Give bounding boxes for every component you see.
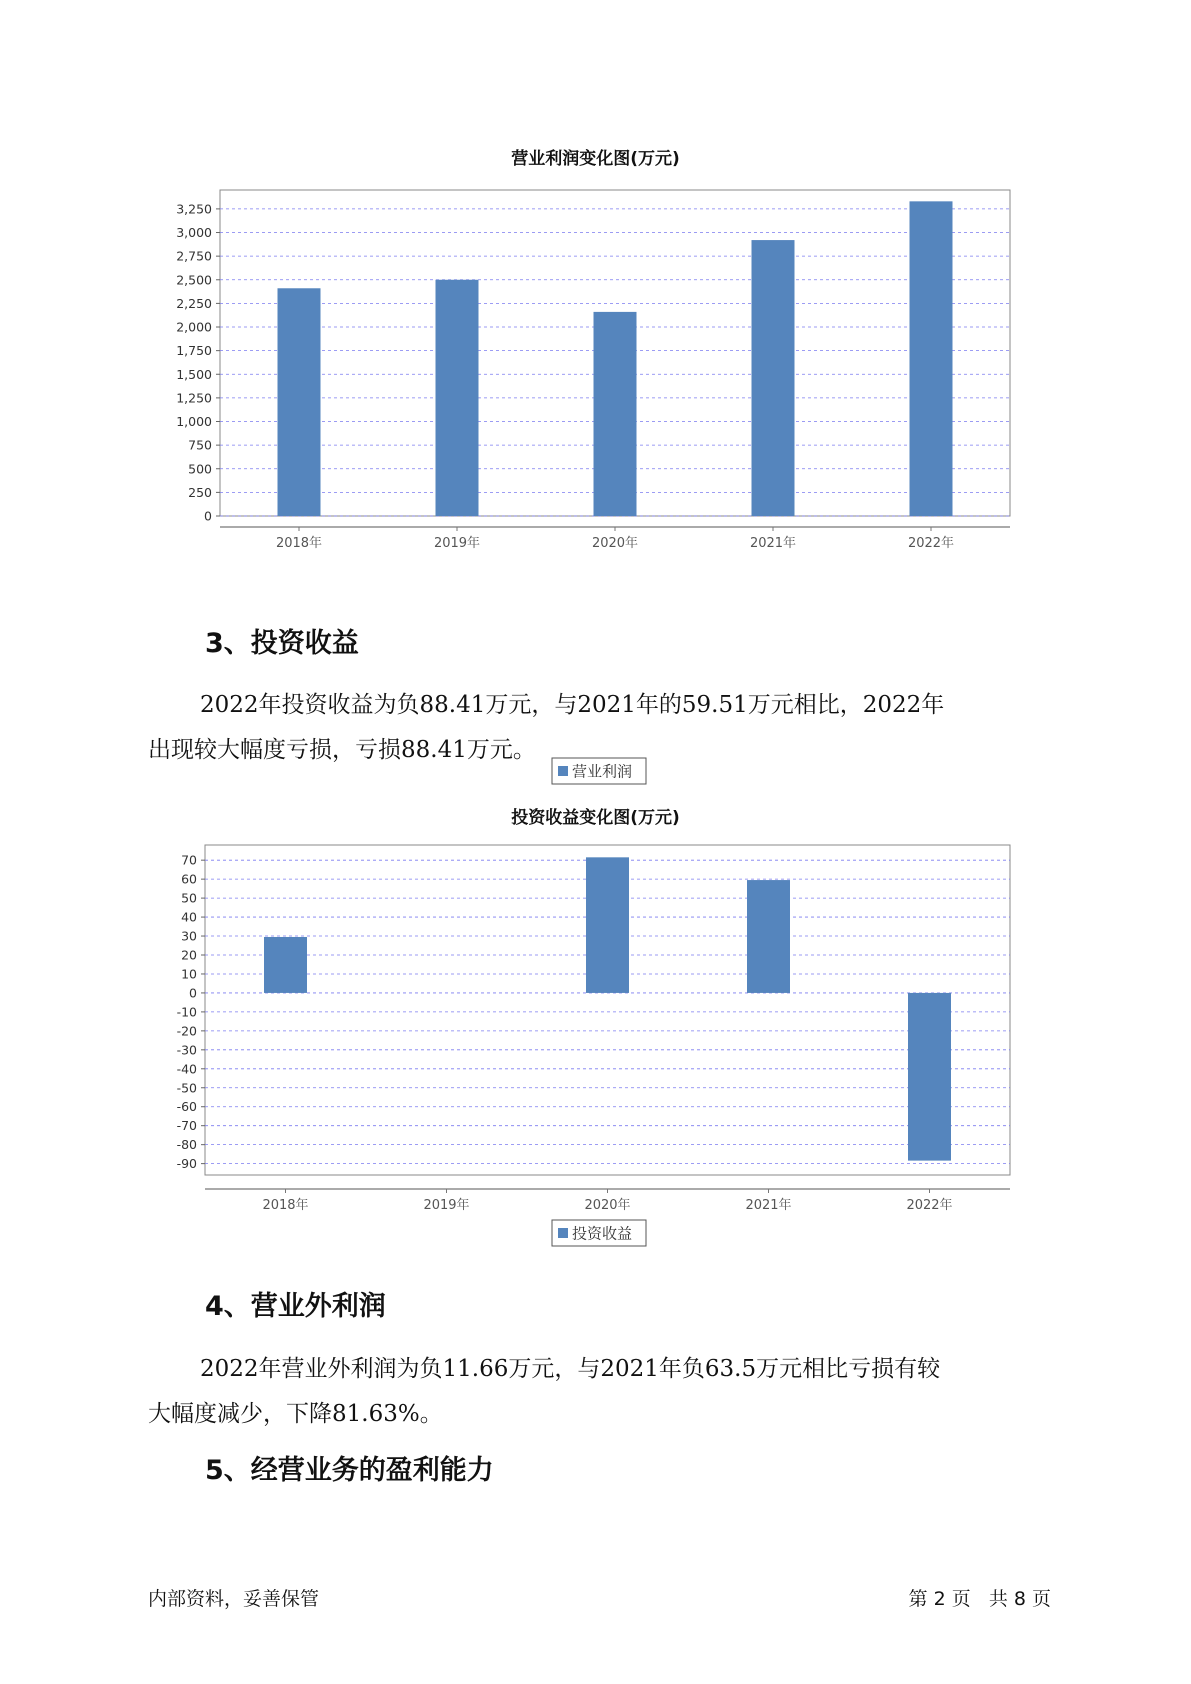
x-tick-label: 2022年 [906,1198,953,1213]
section-4-paragraph [148,1347,1058,1437]
x-tick-label: 2019年 [433,536,481,551]
y-tick-label: 10 [181,966,197,982]
footer-page-number: 第 2 页 共 8 页 [908,1588,1051,1610]
bar-2018年 [264,937,307,993]
x-tick-label: 2022年 [907,536,955,551]
y-tick-label: -10 [176,1004,197,1020]
bar-2018年 [278,288,321,516]
section-3-paragraph [148,683,1058,773]
y-tick-label: 1,250 [176,390,212,406]
bar-2020年 [594,312,637,516]
legend [552,1220,646,1246]
x-tick-label: 2021年 [749,536,797,551]
y-tick-label: 3,000 [176,225,212,241]
y-tick-label: 1,500 [176,366,212,382]
section-3-heading: 3、投资收益 [205,628,359,659]
y-tick-label: -60 [176,1099,197,1115]
y-tick-label: -90 [176,1156,197,1172]
bar-2019年 [436,280,479,516]
y-tick-label: -30 [176,1042,197,1058]
y-tick-label: 20 [181,947,197,963]
y-tick-label: 40 [181,909,197,925]
y-tick-label: 500 [188,461,212,477]
bar-2020年 [586,857,629,993]
y-tick-label: -70 [176,1118,197,1134]
y-tick-label: -20 [176,1023,197,1039]
y-tick-label: 750 [188,437,212,453]
y-tick-label: -80 [176,1137,197,1153]
chart1-title: 营业利润变化图(万元) [511,149,680,169]
y-tick-label: 2,000 [176,319,212,335]
x-tick-label: 2020年 [591,536,639,551]
y-tick-label: 250 [188,484,212,500]
legend-label: 投资收益 [572,1224,633,1243]
y-tick-label: -40 [176,1061,197,1077]
section-4-line-1: 2022年营业外利润为负11.66万元，与2021年负63.5万元相比亏损有较 [200,1356,941,1382]
section-4-line-2: 大幅度减少，下降81.63%。 [148,1401,443,1427]
x-tick-label: 2018年 [275,536,323,551]
chart2-title: 投资收益变化图(万元) [511,808,680,828]
y-tick-label: 1,000 [176,414,212,430]
y-tick-label: 30 [181,928,197,944]
y-tick-label: 0 [189,985,197,1001]
x-tick-label: 2019年 [423,1198,470,1213]
y-tick-label: 1,750 [176,343,212,359]
y-tick-label: 50 [181,890,197,906]
x-tick-label: 2020年 [584,1198,631,1213]
legend-swatch [558,1228,568,1238]
section-5-heading: 5、经营业务的盈利能力 [205,1455,494,1486]
footer-confidential-note: 内部资料，妥善保管 [148,1588,320,1610]
y-tick-label: 2,500 [176,272,212,288]
bar-2021年 [747,880,790,993]
bar-2021年 [752,240,795,516]
y-tick-label: 70 [181,852,197,868]
y-tick-label: -50 [176,1080,197,1096]
bar-2022年 [908,993,951,1161]
section-3-line-2: 出现较大幅度亏损，亏损88.41万元。 [148,737,536,763]
y-tick-label: 2,750 [176,248,212,264]
y-tick-label: 3,250 [176,201,212,217]
y-tick-label: 2,250 [176,295,212,311]
section-3-line-1: 2022年投资收益为负88.41万元，与2021年的59.51万元相比，2022年 [200,692,945,718]
bar-2022年 [910,201,953,516]
section-4-heading: 4、营业外利润 [205,1291,386,1322]
y-tick-label: 0 [204,508,212,524]
legend-label: 营业利润 [572,762,633,781]
y-tick-label: 60 [181,871,197,887]
x-tick-label: 2021年 [745,1198,792,1213]
investment-income-chart [0,840,1191,1250]
x-tick-label: 2018年 [262,1198,309,1213]
